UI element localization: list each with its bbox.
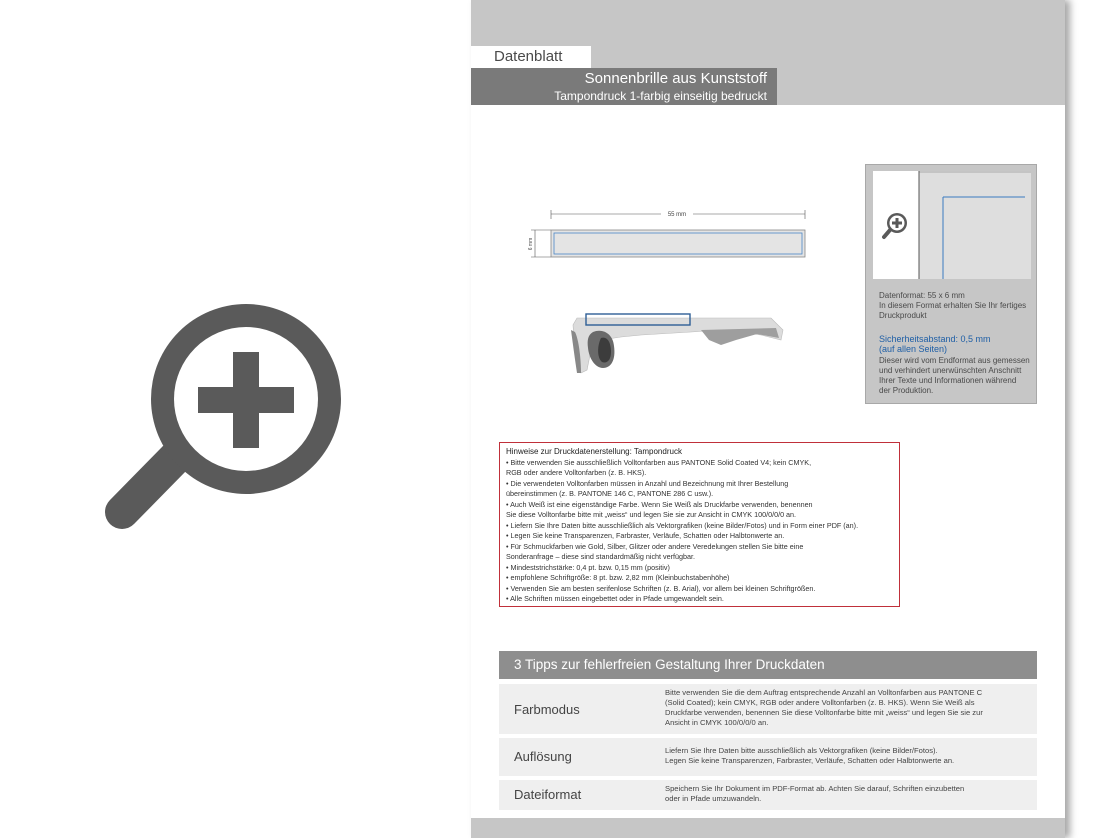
tip-text-line: oder in Pfade umzuwandeln. [665,794,762,803]
tips-heading: 3 Tipps zur fehlerfreien Gestaltung Ihrer Druckdaten [499,651,1037,679]
format-info-panel [865,164,1037,404]
format-line-3: Druckprodukt [879,311,927,320]
format-line-2: In diesem Format erhalten Sie Ihr fertiges [879,301,1027,310]
hint-line: • empfohlene Schriftgröße: 8 pt. bzw. 2,82 mm (Kleinbuchstabenhöhe) [506,573,730,582]
product-title-box [471,68,777,105]
hint-line: • Auch Weiß ist eine eigenständige Farbe. Wenn Sie Weiß als Druckfarbe verwenden, benennen [506,499,813,509]
width-dimension: 55 mm [667,212,687,218]
print-hints-box [499,442,900,607]
hints-heading: Hinweise zur Druckdatenerstellung: Tampondruck [506,447,682,456]
tip-text [665,784,1030,804]
tip-text-line: Bitte verwenden Sie die dem Auftrag entsprechende Anzahl an Volltonfarben aus PANTONE C [665,688,983,697]
datasheet-page [471,0,1065,838]
hint-line: • Bitte verwenden Sie ausschließlich Volltonfarben aus PANTONE Solid Coated V4; kein CMYK, [506,457,812,467]
product-subtitle: Tampondruck 1-farbig einseitig bedruckt [554,89,767,103]
tip-label: Auflösung [514,749,572,764]
safety-text-1: Dieser wird vom Endformat aus gemessen [879,356,1030,365]
tip-label: Farbmodus [514,702,580,717]
safety-margin-subtitle: (auf allen Seiten) [879,344,948,354]
hint-line: Sonderanfrage – diese sind standardmäßig nicht verfügbar. [506,552,695,561]
hint-line: • Legen Sie keine Transparenzen, Farbraster, Verläufe, Schatten oder Halbtonwerte an. [506,531,785,540]
hint-line: • Verwenden Sie am besten serifenlose Schriften (z. B. Arial), vor allem bei kleinen Schriftgrößen. [506,583,816,593]
tip-label: Dateiformat [514,787,582,802]
zoom-in-icon[interactable] [880,211,910,241]
tip-text-line: Speichern Sie Ihr Dokument im PDF-Format ab. Achten Sie darauf, Schriften einzubetten [665,784,965,793]
tip-text-line: Druckfarbe verwenden, benennen Sie diese Volltonfarbe bitte mit „weiss“ und legen Sie sie zur [665,708,983,717]
hint-line: • Alle Schriften müssen eingebettet oder in Pfade umgewandelt sein. [506,594,724,603]
tip-text [665,746,1030,766]
print-area-drawing [521,200,821,385]
tip-row-dateiformat [499,780,1037,810]
hint-line: • Für Schmuckfarben wie Gold, Silber, Glitzer oder andere Veredelungen stellen Sie bitte eine [506,541,804,551]
product-title: Sonnenbrille aus Kunststoff [584,70,767,87]
format-line-1: Datenformat: 55 x 6 mm [879,291,965,300]
tip-text-line: Ansicht in CMYK 100/0/0/0 an. [665,718,769,727]
safety-text-4: der Produktion. [879,386,934,395]
safety-text-2: und verhindert unerwünschten Anschnitt [879,366,1022,375]
tip-row-farbmodus [499,684,1037,734]
hint-line: Sie diese Volltonfarbe bitte mit „weiss“ und legen Sie sie zur Ansicht in CMYK 100/0/0/0 an. [506,510,797,519]
hint-line: • Mindeststrichstärke: 0,4 pt. bzw. 0,15 mm (positiv) [506,562,670,572]
hint-line: übereinstimmen (z. B. PANTONE 146 C, PANTONE 286 C usw.). [506,489,714,498]
tip-text [665,688,1030,728]
footer-band [471,818,1065,838]
height-dimension: 6 mm [528,237,534,251]
hint-line: • Liefern Sie Ihre Daten bitte ausschließlich als Vektorgrafiken (keine Bilder/Fotos) und in Form einer PDF (an). [506,520,859,530]
safety-text-3: Ihrer Texte und Informationen während [879,376,1017,385]
tip-text-line: Legen Sie keine Transparenzen, Farbraster, Verläufe, Schatten oder Halbtonwerte an. [665,756,955,765]
hint-line: • Die verwendeten Volltonfarben müssen in Anzahl und Bezeichnung mit Ihrer Bestellung [506,478,789,488]
datasheet-tab: Datenblatt [471,46,591,68]
safety-margin-title: Sicherheitsabstand: 0,5 mm [879,334,991,344]
tip-text-line: Liefern Sie Ihre Daten bitte ausschließlich als Vektorgrafiken (keine Bilder/Fotos). [665,746,938,755]
zoom-in-icon[interactable] [100,300,360,550]
hint-line: RGB oder andere Volltonfarben (z. B. HKS). [506,468,647,477]
tip-row-aufloesung [499,738,1037,776]
tip-text-line: (Solid Coated); kein CMYK, RGB oder andere Volltonfarben (z. B. HKS). Wenn Sie Weiß als [665,698,975,707]
